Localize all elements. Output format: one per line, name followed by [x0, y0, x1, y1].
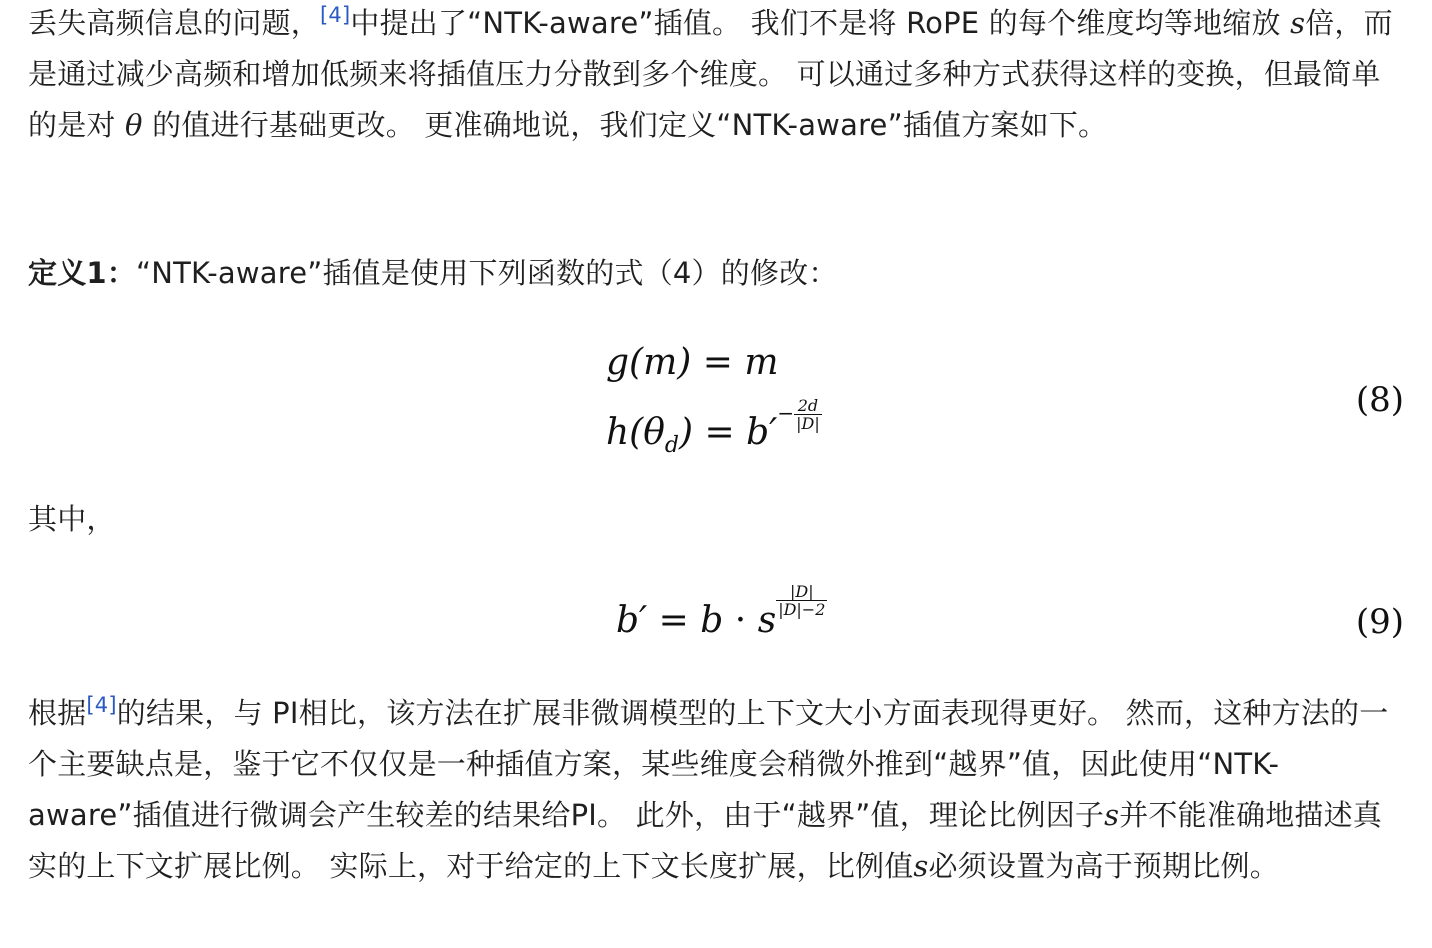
paragraph-text: 倍，而是通过减少高频和增加低频来将插值压力分散到多个维度。 可以通过多种方式获得这样的变换，但最简单的是对	[28, 6, 1393, 142]
citation-link[interactable]: [4]	[320, 3, 351, 27]
math-fraction	[776, 583, 827, 618]
intro-paragraph	[28, 0, 1408, 151]
math-variable-s: s	[1104, 798, 1120, 832]
results-paragraph	[28, 688, 1408, 892]
math-equals: =	[658, 600, 689, 641]
fraction-denominator: |D|−2	[778, 600, 826, 619]
equation-number: (8)	[1355, 380, 1404, 420]
equation-9-line	[616, 582, 827, 644]
math-exponent	[777, 397, 821, 432]
math-base: b′	[746, 412, 778, 453]
math-variable-s: s	[757, 600, 777, 641]
equation-number: (9)	[1355, 602, 1404, 642]
math-minus: −	[777, 401, 795, 425]
fraction-numerator: 2d	[797, 396, 819, 415]
math-variable-s: s	[913, 849, 929, 883]
paragraph-text: 中提出了“NTK-aware”插值。 我们不是将 RoPE 的每个维度均等地缩放	[350, 6, 1291, 40]
math-variable-b: b	[700, 600, 724, 641]
math-lhs: b′	[616, 600, 648, 641]
math-subscript: d	[664, 433, 679, 459]
math-lhs: g(m)	[606, 342, 692, 383]
math-rhs: m	[744, 342, 779, 383]
fraction-numerator: |D|	[789, 582, 814, 601]
math-fraction	[794, 397, 822, 432]
math-equals: =	[704, 412, 735, 453]
math-equals: =	[702, 342, 733, 383]
paragraph-text: 必须设置为高于预期比例。	[928, 849, 1279, 883]
math-paren: )	[679, 412, 694, 453]
paragraph-text: 根据	[28, 696, 87, 730]
where-label: 其中，	[28, 502, 116, 536]
math-variable-theta: θ	[125, 108, 143, 142]
paragraph-text: 并不能准确地描述真实的上下文扩展比例。 实际上，对于给定的上下文长度扩展，比例值	[28, 798, 1383, 883]
paragraph-text: 的值进行基础更改。 更准确地说，我们定义“NTK-aware”插值方案如下。	[142, 108, 1108, 142]
math-variable-s: s	[1290, 6, 1306, 40]
paragraph-text: 丢失高频信息的问题，	[28, 6, 321, 40]
math-exponent	[776, 583, 827, 618]
math-lhs: h(θ	[606, 412, 665, 453]
fraction-denominator: |D|	[796, 414, 820, 433]
paragraph-text: 的结果，与 PI相比，该方法在扩展非微调模型的上下文大小方面表现得更好。 然而，这种方法的一个主要缺点是，鉴于它不仅仅是一种插值方案，某些维度会稍微外推到“越界”值，因此使用“NTK-aware”插值进行微调会产生较差的结果给PI。 此外，由于“越界”值，理论比例因子	[28, 696, 1389, 832]
definition-label: 定义1：	[28, 256, 136, 290]
definition-paragraph	[28, 248, 1408, 299]
definition-text: “NTK-aware”插值是使用下列函数的式（4）的修改：	[135, 256, 838, 290]
equation-8-line-1	[606, 342, 779, 383]
math-dot: ·	[734, 600, 747, 641]
equation-8-line-2	[606, 396, 822, 459]
citation-link[interactable]: [4]	[86, 693, 117, 717]
